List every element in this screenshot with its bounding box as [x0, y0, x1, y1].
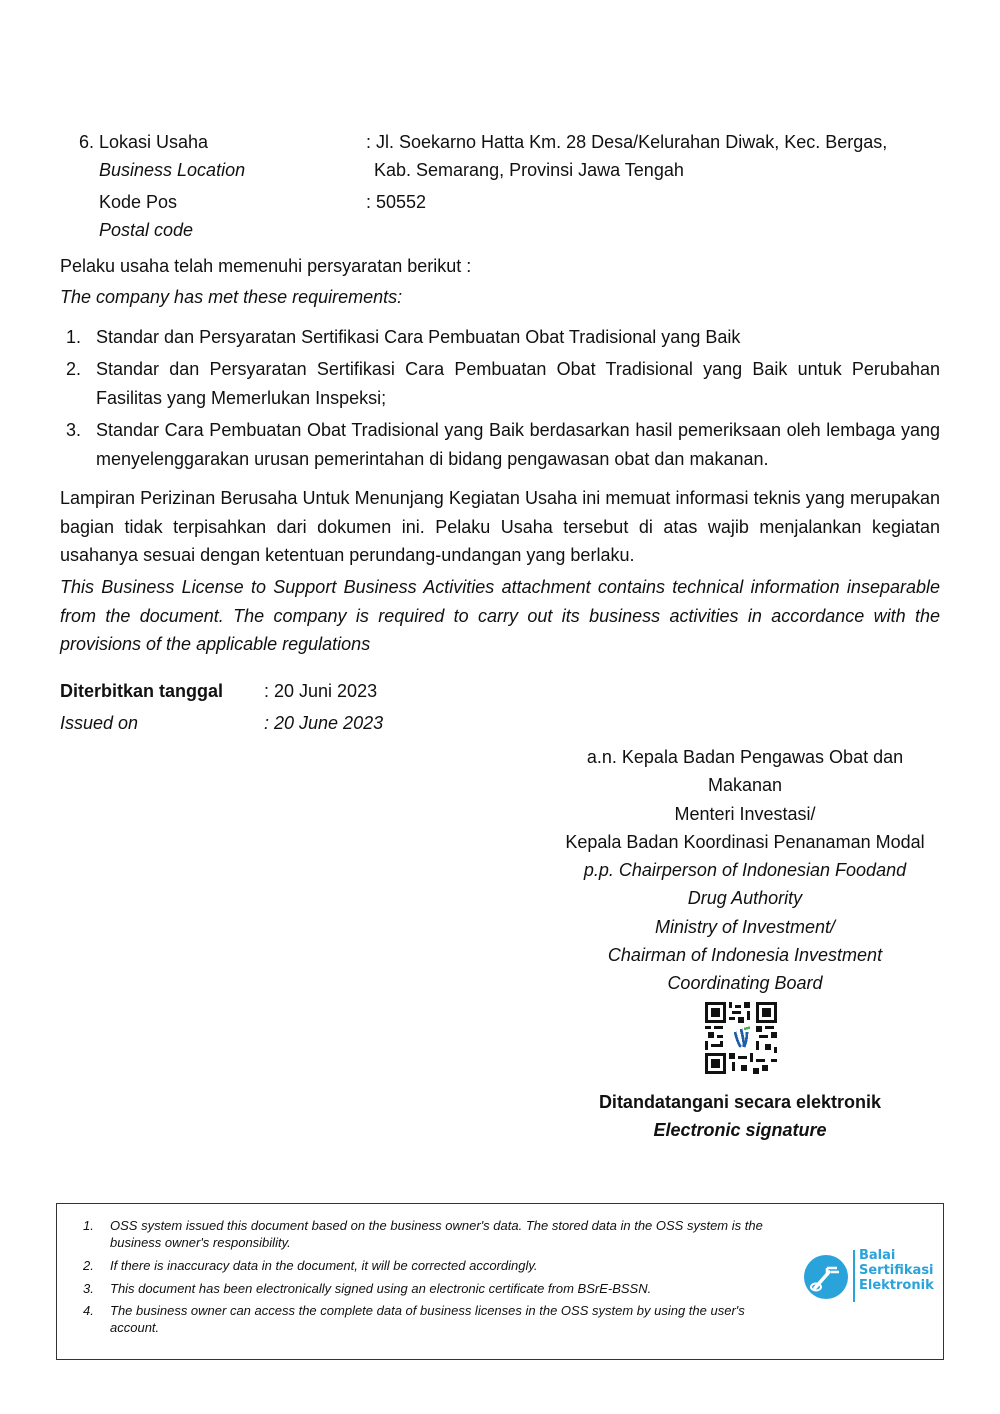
footer-notes-box — [56, 1203, 944, 1360]
postal-label-en: Postal code — [99, 220, 194, 240]
footer-note — [83, 1281, 783, 1298]
location-value-line2: Kab. Semarang, Provinsi Jawa Tengah — [374, 160, 684, 180]
bsre-logo — [803, 1248, 933, 1306]
logo-text-line1: Balai — [859, 1248, 896, 1263]
footer-note — [83, 1303, 783, 1336]
footer-note-number: 2. — [83, 1258, 94, 1273]
signatory-line-en: Drug Authority — [687, 888, 803, 909]
issued-label-id: Diterbitkan tanggal — [60, 681, 224, 701]
footer-note-text: If there is inaccuracy data in the document, it will be corrected accordingly. — [110, 1258, 538, 1273]
footer-note-number: 4. — [83, 1303, 94, 1318]
requirements-intro-en: The company has met these requirements: — [60, 287, 403, 307]
requirement-text: Standar dan Persyaratan Sertifikasi Cara Pembuatan Obat Tradisional yang Baik untuk Perubahan Fasilitas yang Memerlukan Inspeksi; — [96, 359, 940, 408]
issued-value-en: : 20 June 2023 — [264, 713, 384, 733]
signed-electronically-en: Electronic signature — [653, 1120, 827, 1140]
issued-value-id: : 20 Juni 2023 — [264, 681, 378, 701]
statement-en: This Business License to Support Business Activities attachment contains technical information inseparable from the document. The company is required to carry out its business activities in accordance with the provisions of the applicable regulations — [60, 577, 940, 654]
footer-note — [83, 1218, 783, 1251]
signed-electronically-id: Ditandatangani secara elektronik — [598, 1092, 882, 1112]
location-label-en: Business Location — [99, 160, 246, 180]
requirement-number: 3. — [66, 420, 82, 440]
signatory-line-en: Chairman of Indonesia Investment — [607, 945, 883, 966]
location-label-id: Lokasi Usaha — [99, 132, 209, 152]
signatory-line-en: Ministry of Investment/ — [654, 916, 836, 937]
signatory-block — [545, 743, 945, 998]
footer-note-text: This document has been electronically signed using an electronic certificate from BSrE-BSSN. — [110, 1281, 652, 1296]
footer-note — [83, 1258, 783, 1275]
requirement-item — [66, 355, 940, 413]
logo-divider — [853, 1250, 855, 1302]
location-value-line1: : Jl. Soekarno Hatta Km. 28 Desa/Kelurahan Diwak, Kec. Bergas, — [366, 132, 888, 152]
requirement-number: 1. — [66, 327, 82, 347]
requirement-number: 2. — [66, 359, 82, 379]
logo-text-line2: Sertifikasi — [859, 1263, 934, 1278]
signatory-line: Menteri Investasi/ — [674, 803, 816, 824]
postal-label-id: Kode Pos — [99, 192, 178, 212]
requirement-item — [66, 323, 940, 352]
requirement-text: Standar dan Persyaratan Sertifikasi Cara Pembuatan Obat Tradisional yang Baik — [96, 327, 741, 347]
issued-label-en: Issued on — [60, 713, 139, 733]
signatory-line-en: Coordinating Board — [667, 973, 823, 994]
postal-value: : 50552 — [366, 192, 427, 212]
requirement-text: Standar Cara Pembuatan Obat Tradisional yang Baik berdasarkan hasil pemeriksaan oleh lembaga yang menyelenggarakan urusan pemerintahan di bidang pengawasan obat dan makanan. — [96, 420, 940, 469]
footer-note-text: The business owner can access the complete data of business licenses in the OSS system by using the user's account. — [110, 1303, 745, 1335]
signatory-line: Kepala Badan Koordinasi Penanaman Modal — [565, 831, 925, 852]
footer-note-number: 1. — [83, 1218, 94, 1233]
requirements-intro-id: Pelaku usaha telah memenuhi persyaratan berikut : — [60, 256, 472, 276]
qr-code-icon[interactable] — [705, 1002, 777, 1074]
key-seal-icon — [803, 1254, 849, 1300]
signatory-line: Makanan — [707, 775, 783, 796]
requirement-item — [66, 416, 940, 474]
statement-id: Lampiran Perizinan Berusaha Untuk Menunjang Kegiatan Usaha ini memuat informasi teknis yang merupakan bagian tidak terpisahkan dari dokumen ini. Pelaku Usaha tersebut di atas wajib menjalankan kegiatan usahanya sesuai dengan ketentuan perundang-undangan yang berlaku. — [60, 488, 940, 565]
signatory-line: a.n. Kepala Badan Pengawas Obat dan — [586, 747, 904, 767]
location-number: 6. — [79, 132, 95, 152]
signatory-line-en: p.p. Chairperson of Indonesian Foodand — [583, 860, 907, 881]
footer-note-text: OSS system issued this document based on the business owner's data. The stored data in the OSS system is the business owner's responsibility. — [110, 1218, 763, 1250]
footer-note-number: 3. — [83, 1281, 94, 1296]
logo-text-line3: Elektronik — [859, 1278, 934, 1293]
